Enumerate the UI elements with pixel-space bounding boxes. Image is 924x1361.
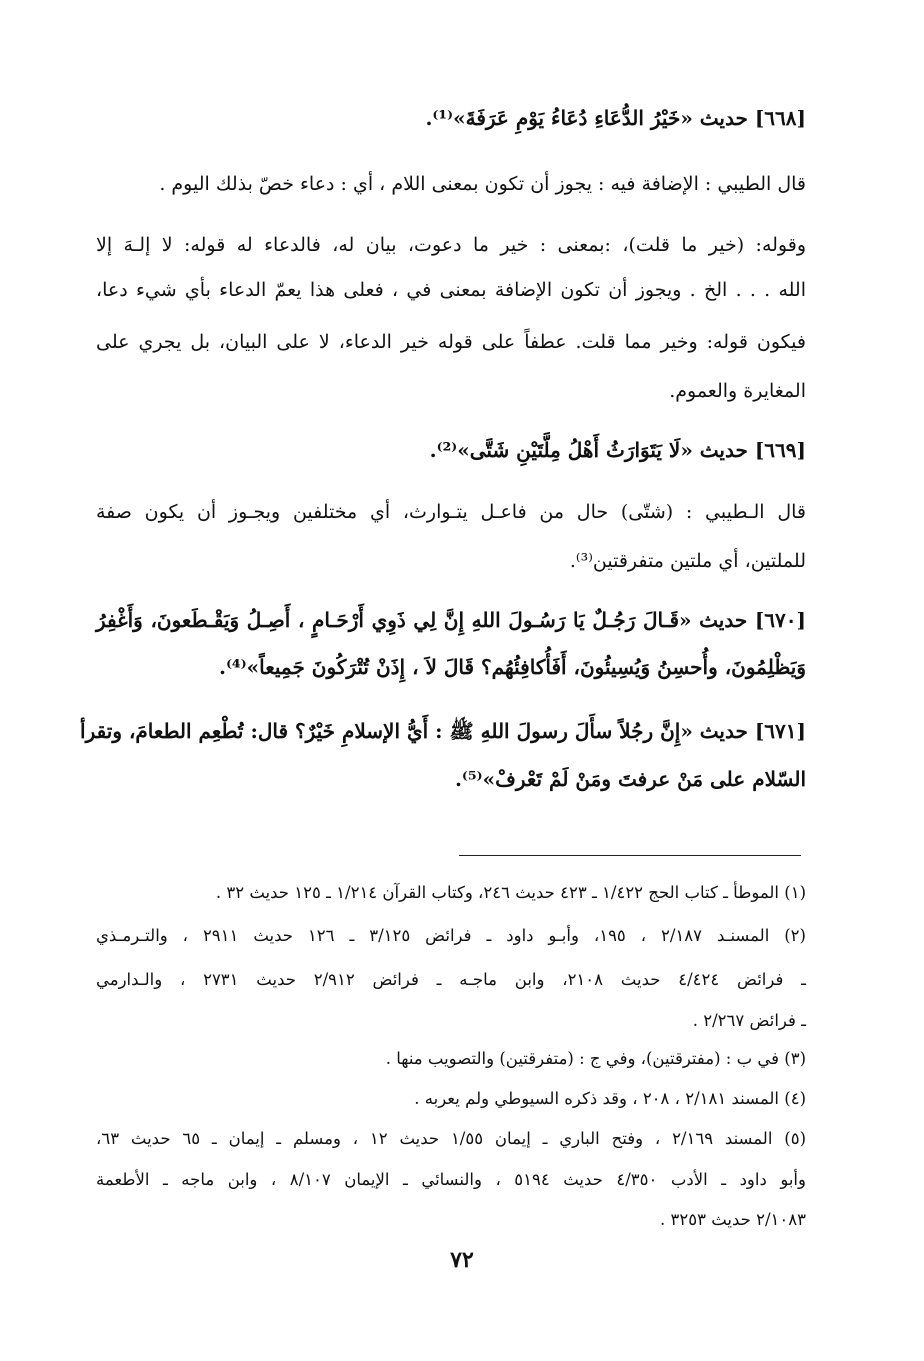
hadith-669-commentary-line: للملتين، أي ملتين متفرقتين⁽³⁾. — [569, 550, 806, 572]
hadith-669-heading: [٦٦٩] حديث «لَا يَتَوَارَثُ أَهْلُ مِلَّتَيْنِ شَتَّى»⁽²⁾. — [429, 438, 806, 462]
hadith-668-commentary-line: فيكون قوله: وخير مما قلت. عطفاً على قوله خير الدعاء، لا على البيان، بل يجري على — [96, 331, 806, 353]
footnote-line: (١) الموطأ ـ كتاب الحج ١/٤٢٢ ـ ٤٢٣ حديث ٢٤٦، وكتاب القرآن ١/٢١٤ ـ ١٢٥ حديث ٣٢ . — [215, 883, 806, 902]
footnote-line: (٣) في ب : (مفترقتين)، وفي ج : (متفرقتين) والتصويب منها . — [385, 1049, 806, 1068]
hadith-671-heading-line: [٦٧١] حديث «إِنَّ رجُلاً سأَلَ رسولَ اللهِ ﷺ : أَيُّ الإسلامِ خَيْرٌ؟ قال: تُطْعِم الطعامَ، وتقرأ — [80, 719, 806, 743]
hadith-670-heading-line: [٦٧٠] حديث «قَـالَ رَجُـلٌ يَا رَسُـولَ اللهِ إِنَّ لِي ذَوِي أَرْحَـامٍ ، أَصِـلُ وَيَقْـطَعونَ، وَأَغْفِرُ — [96, 608, 806, 632]
footnote-line: (٥) المسند ٢/١٦٩ ، وفتح الباري ـ إيمان ١/٥٥ حديث ١٢ ، ومسلم ـ إيمان ـ ٦٥ حديث ٦٣، — [96, 1129, 806, 1148]
footnote-line: (٢) المسنـد ٢/١٨٧ ، ١٩٥، وأبـو داود ـ فرائض ٣/١٢٥ ـ ١٢٦ حديث ٢٩١١ ، والتـرمـذي — [96, 926, 806, 945]
footnote-line: وأبو داود ـ الأدب ٤/٣٥٠ حديث ٥١٩٤ ، والنسائي ـ الإيمان ٨/١٠٧ ، وابن ماجه ـ الأطعمة — [96, 1170, 806, 1189]
hadith-668-commentary-1: قال الطيبي : الإضافة فيه : يجوز أن تكون بمعنى اللام ، أي : دعاء خصّ بذلك اليوم . — [159, 173, 806, 195]
footnote-line: ـ فرائض ٤/٤٢٤ حديث ٢١٠٨، وابن ماجـه ـ فرائض ٢/٩١٢ حديث ٢٧٣١ ، والـدارمي — [96, 970, 806, 989]
footnote-separator — [459, 855, 801, 856]
page-number: ٧٢ — [450, 1247, 474, 1273]
footnote-line: ـ فرائض ٢/٢٦٧ . — [692, 1011, 806, 1030]
footnote-line: (٤) المسند ٢/١٨١ ، ٢٠٨ ، وقد ذكره السيوطي ولم يعربه . — [414, 1089, 806, 1108]
hadith-668-commentary-line: المغايرة والعموم. — [669, 380, 806, 402]
hadith-668-commentary-line: الله . . . الخ . ويجوز أن تكون الإضافة بمعنى في ، فعلى هذا يعمّ الدعاء بأي شيء دعا، — [96, 279, 806, 301]
hadith-670-heading-line: وَيَظْلِمُونَ، وأُحسِنُ وَيُسِيئُونَ، أَفَأُكافِئُهُم؟ قَالَ لاَ ، إِذَنْ تُتْرَكُونَ جَمِيعاً»⁽⁴⁾. — [219, 655, 806, 679]
hadith-671-heading-line: السّلام على مَنْ عرفتَ ومَنْ لَمْ تَعْرفْ»⁽⁵⁾. — [454, 767, 806, 791]
footnote-line: ٢/١٠٨٣ حديث ٣٢٥٣ . — [660, 1210, 806, 1229]
hadith-669-commentary-line: قال الـطيبي : (شتّى) حال من فاعـل يتـوارث، أي مختلفين ويجـوز أن يكون صفة — [96, 501, 806, 523]
hadith-668-heading: [٦٦٨] حديث «خَيْرُ الدُّعَاءِ دُعَاءُ يَوْمِ عَرَفَةَ»⁽¹⁾. — [425, 106, 806, 130]
hadith-668-commentary-line: وقوله: (خير ما قلت)، :بمعنى : خير ما دعوت، بيان له، فالدعاء له قوله: لا إلـهَ إلا — [96, 234, 806, 256]
